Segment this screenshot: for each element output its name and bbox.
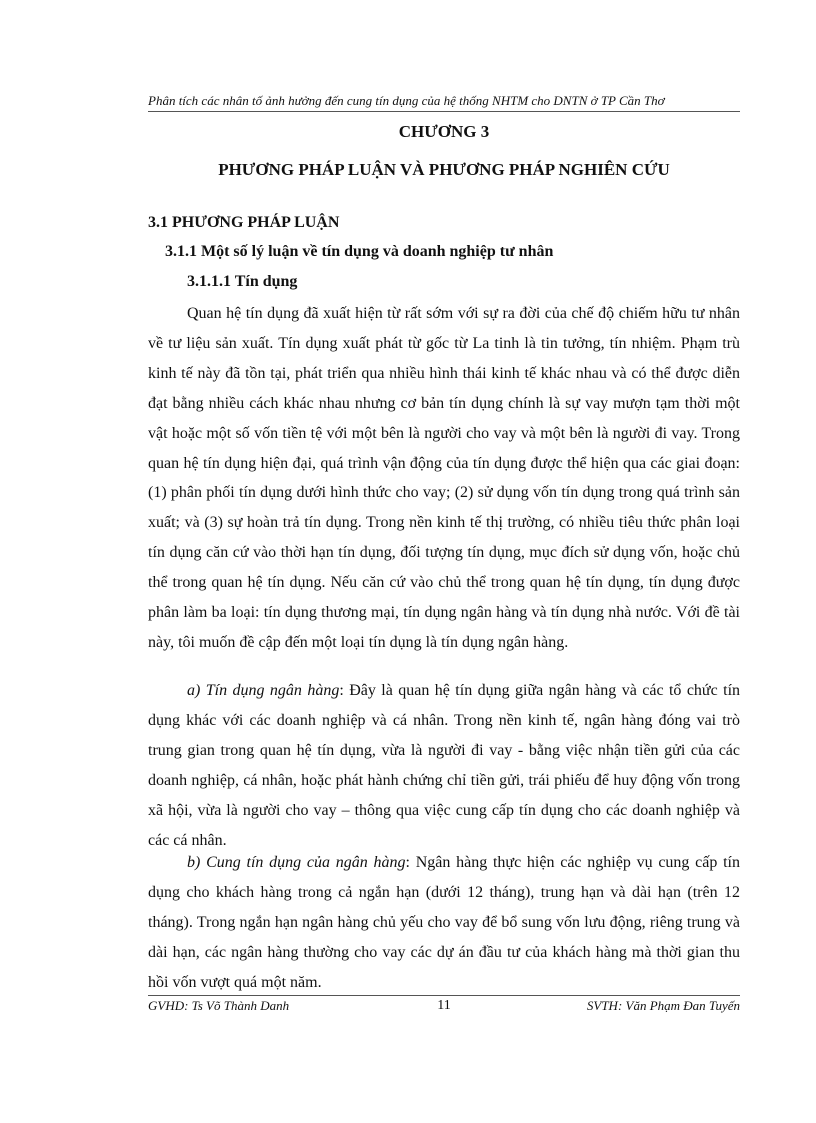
paragraph-lead: a) Tín dụng ngân hàng xyxy=(187,682,340,699)
section-heading-3-1-1-1: 3.1.1.1 Tín dụng xyxy=(187,273,298,290)
paragraph-bank-credit xyxy=(148,676,740,855)
running-header: Phân tích các nhân tố ảnh hưởng đến cung tín dụng của hệ thống NHTM cho DNTN ở TP Cần Thơ xyxy=(148,93,665,108)
paragraph-text: : Ngân hàng thực hiện các nghiệp vụ cung cấp tín dụng cho khách hàng trong cả ngắn hạn (dưới 12 tháng), trung hạn và dài hạn (trên 12 tháng). Trong ngắn hạn ngân hàng chủ yếu cho vay để bổ sung vốn lưu động, riêng trung và dài hạn, các ngân hàng thường cho vay các dự án đầu tư của khách hàng mà thời gian thu hồi vốn vượt quá một năm. xyxy=(148,854,741,991)
section-heading-3-1: 3.1 PHƯƠNG PHÁP LUẬN xyxy=(148,214,340,231)
header-divider xyxy=(148,111,740,112)
footer-divider xyxy=(148,995,740,996)
section-heading-3-1-1: 3.1.1 Một số lý luận về tín dụng và doanh nghiệp tư nhân xyxy=(165,243,554,260)
paragraph-text: : Đây là quan hệ tín dụng giữa ngân hàng và các tổ chức tín dụng khác với các doanh nghiệp và cá nhân. Trong nền kinh tế, ngân hàng đóng vai trò trung gian trong quan hệ tín dụng, vừa là người đi vay - bằng việc nhận tiền gửi của các doanh nghiệp, cá nhân, hoặc phát hành chứng chỉ tiền gửi, trái phiếu để huy động vốn trong xã hội, vừa là người cho vay – thông qua việc cung cấp tín dụng cho các doanh nghiệp và các cá nhân. xyxy=(148,682,741,849)
paragraph-credit-definition xyxy=(148,299,740,658)
paragraph-lead: b) Cung tín dụng của ngân hàng xyxy=(187,854,406,871)
footer-advisor: GVHD: Ts Võ Thành Danh xyxy=(148,998,290,1013)
chapter-title: PHƯƠNG PHÁP LUẬN VÀ PHƯƠNG PHÁP NGHIÊN CỨU xyxy=(218,160,670,179)
chapter-number: CHƯƠNG 3 xyxy=(398,122,490,141)
page-number: 11 xyxy=(437,998,451,1013)
footer-student: SVTH: Văn Phạm Đan Tuyến xyxy=(586,998,740,1013)
paragraph-text: Quan hệ tín dụng đã xuất hiện từ rất sớm với sự ra đời của chế độ chiếm hữu tư nhân về tư liệu sản xuất. Tín dụng xuất phát từ gốc từ La tinh là tin tưởng, tín nhiệm. Phạm trù kinh tế này đã tồn tại, phát triển qua nhiều hình thái kinh tế khác nhau và có thể được diễn đạt bằng nhiều cách khác nhau nhưng cơ bản tín dụng chính là sự vay mượn tạm thời một vật hoặc một số vốn tiền tệ với một bên là người cho vay và một bên là người đi vay. Trong quan hệ tín dụng hiện đại, quá trình vận động của tín dụng được thể hiện qua các giai đoạn: (1) phân phối tín dụng dưới hình thức cho vay; (2) sử dụng vốn tín dụng trong quá trình sản xuất; và (3) sự hoàn trả tín dụng. Trong nền kinh tế thị trường, có nhiều tiêu thức phân loại tín dụng căn cứ vào thời hạn tín dụng, đối tượng tín dụng, mục đích sử dụng vốn, hoặc chủ thể trong quan hệ tín dụng. Nếu căn cứ vào chủ thể trong quan hệ tín dụng, tín dụng được phân làm ba loại: tín dụng thương mại, tín dụng ngân hàng và tín dụng nhà nước. Với đề tài này, tôi muốn đề cập đến một loại tín dụng là tín dụng ngân hàng. xyxy=(148,305,740,651)
paragraph-bank-credit-supply xyxy=(148,848,740,998)
